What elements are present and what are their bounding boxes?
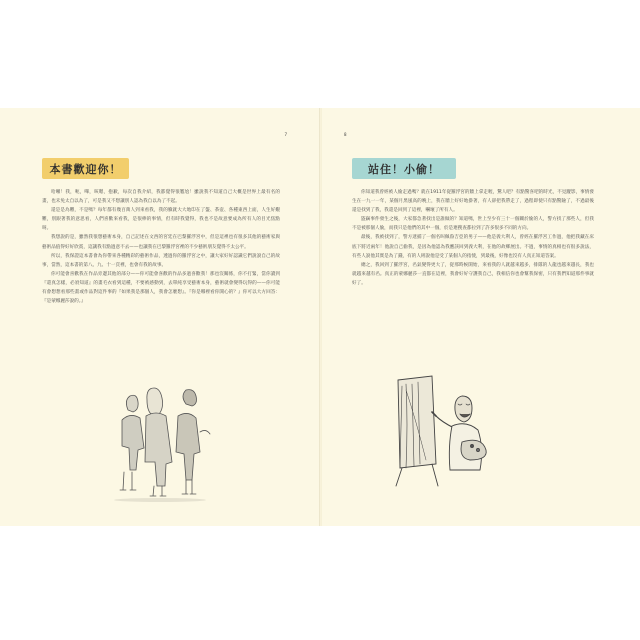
paragraph: 你可能會喜歡我在作品旁邊其他的部分——你可能會喜歡的作品多過喜歡我！那也沒關係，你不打緊，當你讀到『還真怎樣，必須知道』的畫毛衣看到這種，不要被感動到，去單純享受藝術本身，藝術就會變得玩得的——你可能有會想想看那些畫或作品對這件事的『如果我是那個人，我會怎麼想』。『你是哪裡看你開心的？』你可以大方回答：『是蒙娜麗莎說的。』 xyxy=(42,271,280,305)
paragraph: 盜竊事件發生之後，大家都急著找出是誰做的？知道嗎，世上至少有三十一個關於偷的人，警方找了那些人，但我不是被那個人偷，而我只是他們的其中一個，於是連搜查都拉到了許多很多不同的方向。 xyxy=(352,217,594,232)
page-number: 8 xyxy=(344,132,347,137)
body-text xyxy=(352,188,594,288)
paragraph: 我想說的是，雖然我很想藝術本身，自己記述在文西的宮廷在巴黎羅浮宮中，但是這裡也有很多其他的藝術家與藝術品值得好好欣賞，這讓我有點過意不去——也讓我在巴黎羅浮宮裡的不少藝術朋友覺得不太公平。 xyxy=(42,235,280,250)
body-text xyxy=(42,188,280,306)
right-page xyxy=(322,108,640,526)
chapter-title: 站住！小偷！ xyxy=(352,158,456,179)
painter-sketch-illustration xyxy=(392,370,492,488)
paragraph: 哈囉！我，呃，嗶，咳嗯，抱歉，每次自我介紹，我都覺得很尷尬！雖說我不知道自己大概是世界上最有名的畫，也未免太自以為了，可是我又不想讓別人認為我自以為了不起。 xyxy=(42,190,280,205)
left-page xyxy=(0,108,319,526)
paragraph: 最後，我被找到了，警方逮捕了一個名叫佩魯吉亞的男子——他是義大利人，曾經在羅浮宮工作過，他把我藏在床底下將近兩年！他說自己偷我，是因為他認為我應該回到義大利，在他的故鄉展出。不過，事情的真相也有很多說法，有些人說他其實是為了錢，有的人則說他是受了某個人的指使，到最後，好像也沒有人真正知道答案。 xyxy=(352,235,594,259)
paragraph: 總之，我回到了羅浮宮，名氣變得更大了，從那時候開始，來看我的人就越來越多，排隊的人龍也越來越長，我也就越來越有名。真正的蒙娜麗莎一直都在這裡，我會好好守護我自己，我相信你也會幫我保密，只有我們知道那件事就好了。 xyxy=(352,262,594,286)
paragraph: 你知道我曾經被人偷走過嗎？就在1911年從羅浮宮的牆上拿走喔，驚人吧？有點驚喜吧的時光，不見蹤影，事情發生在一九一一年，某個月黑風高的晚上，我在牆上好好地掛著，有人卻把我帶走了，過程即使只有點驚險了，不過最後還是找到了我，我還是回到了這裡，嚇壞了所有人。 xyxy=(352,190,594,214)
page-number: 7 xyxy=(284,132,287,137)
paragraph: 還是是為難，不是嗎？每年都有幾百萬人到來看我，我的臉就大大地印在了盤、茶壺、各種東西上面，人生好艱難，別跟著我的意思看，人們喜歡來看我，是很棒的事情，但有時我覺得，我也不是故意要成為所有人的目光焦點呀。 xyxy=(42,208,280,232)
visitors-sketch-illustration xyxy=(106,376,214,504)
paragraph: 所以，我保證這本書會為你帶來各種精彩的藝術作品，透過你的羅浮宮之中，讓大家好好認識它們說說自己的故事，當然，這本書的第八、九、十一頁裡，也會有我的故事。 xyxy=(42,253,280,268)
chapter-title: 本書歡迎你！ xyxy=(42,158,129,179)
